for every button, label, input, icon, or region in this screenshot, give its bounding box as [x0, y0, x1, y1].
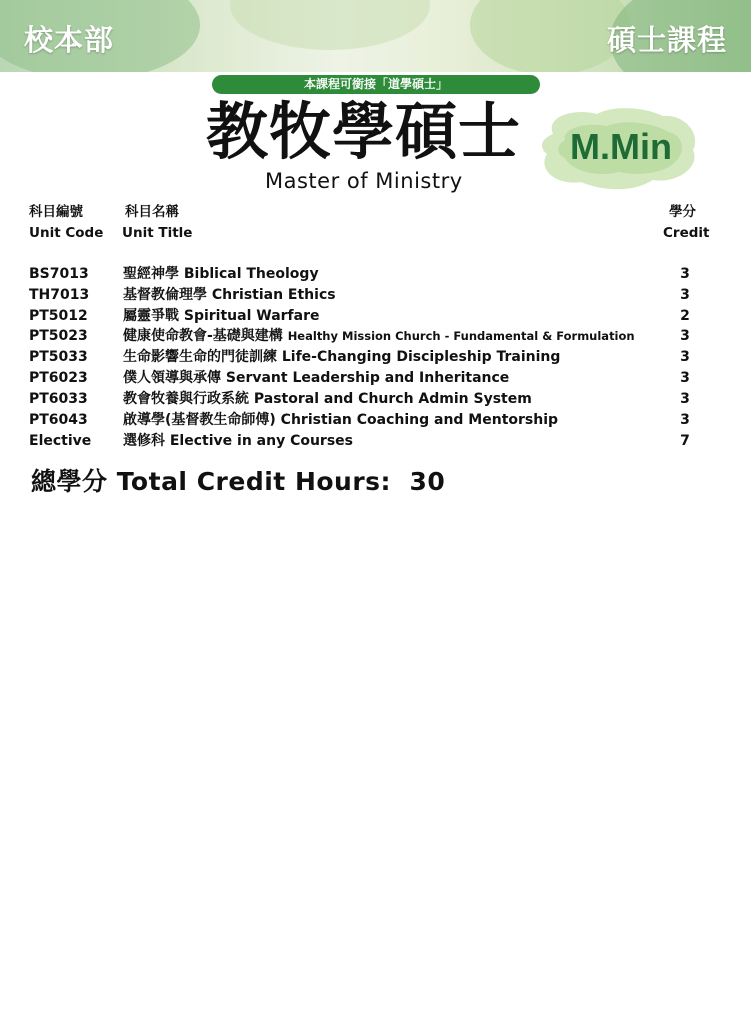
- unit-credit: 3: [680, 328, 690, 344]
- watercolor-decoration: [230, 0, 430, 50]
- unit-title-en: Healthy Mission Church - Fundamental & Formulation: [287, 329, 635, 343]
- table-row: [29, 306, 709, 327]
- table-row: [29, 326, 709, 347]
- table-row: [29, 368, 709, 389]
- page-subtitle: Master of Ministry: [265, 169, 463, 193]
- table-row: [29, 389, 709, 410]
- unit-code: TH7013: [29, 287, 90, 303]
- unit-credit: 3: [680, 391, 690, 407]
- column-header-code-en: Unit Code: [29, 225, 104, 241]
- unit-title: 選修科 Elective in any Courses: [123, 433, 353, 449]
- header-banner: [0, 0, 751, 72]
- unit-code: PT5033: [29, 349, 88, 365]
- unit-title: 教會牧養與行政系統 Pastoral and Church Admin System: [123, 391, 532, 407]
- total-credits-value: 30: [409, 467, 446, 496]
- unit-code: PT6023: [29, 370, 88, 386]
- table-row: [29, 410, 709, 431]
- unit-title: 基督教倫理學 Christian Ethics: [123, 287, 336, 303]
- unit-credit: 7: [680, 433, 690, 449]
- unit-title: [123, 326, 635, 347]
- program-level-label: 碩士課程: [606, 23, 727, 57]
- unit-code: Elective: [29, 433, 92, 449]
- degree-abbreviation: M.Min: [570, 126, 672, 167]
- unit-credit: 3: [680, 349, 690, 365]
- unit-title-cn: 健康使命教會-基礎與建構: [123, 328, 283, 344]
- unit-title: 啟導學(基督教生命師傅) Christian Coaching and Mentorship: [123, 412, 559, 428]
- column-header-credit-cn: 學分: [669, 204, 696, 220]
- unit-code: PT6033: [29, 391, 88, 407]
- table-row: [29, 285, 709, 306]
- unit-credit: 3: [680, 287, 690, 303]
- unit-credit: 2: [680, 308, 690, 324]
- column-header-title-cn: 科目名稱: [125, 204, 179, 220]
- unit-credit: 3: [680, 370, 690, 386]
- total-credits-label: 總學分 Total Credit Hours:: [31, 467, 392, 496]
- table-row: [29, 431, 709, 452]
- unit-title: 聖經神學 Biblical Theology: [123, 266, 319, 282]
- total-credits: [31, 465, 445, 499]
- page-title: 教牧學碩士: [206, 95, 522, 168]
- column-header-credit-en: Credit: [663, 225, 710, 241]
- column-header-code-cn: 科目編號: [29, 204, 83, 220]
- unit-credit: 3: [680, 412, 690, 428]
- unit-title: 僕人領導與承傳 Servant Leadership and Inheritance: [123, 370, 510, 386]
- column-header-title-en: Unit Title: [122, 225, 193, 241]
- unit-code: BS7013: [29, 266, 89, 282]
- unit-code: PT5012: [29, 308, 88, 324]
- unit-credit: 3: [680, 266, 690, 282]
- unit-code: PT6043: [29, 412, 88, 428]
- unit-title: 生命影響生命的門徒訓練 Life-Changing Discipleship Training: [123, 349, 561, 365]
- table-row: [29, 347, 709, 368]
- table-row: [29, 264, 709, 285]
- campus-label: 校本部: [24, 23, 115, 57]
- unit-code: PT5023: [29, 328, 88, 344]
- unit-title: 屬靈爭戰 Spiritual Warfare: [123, 308, 320, 324]
- articulation-note: 本課程可銜接「道學碩士」: [212, 75, 540, 94]
